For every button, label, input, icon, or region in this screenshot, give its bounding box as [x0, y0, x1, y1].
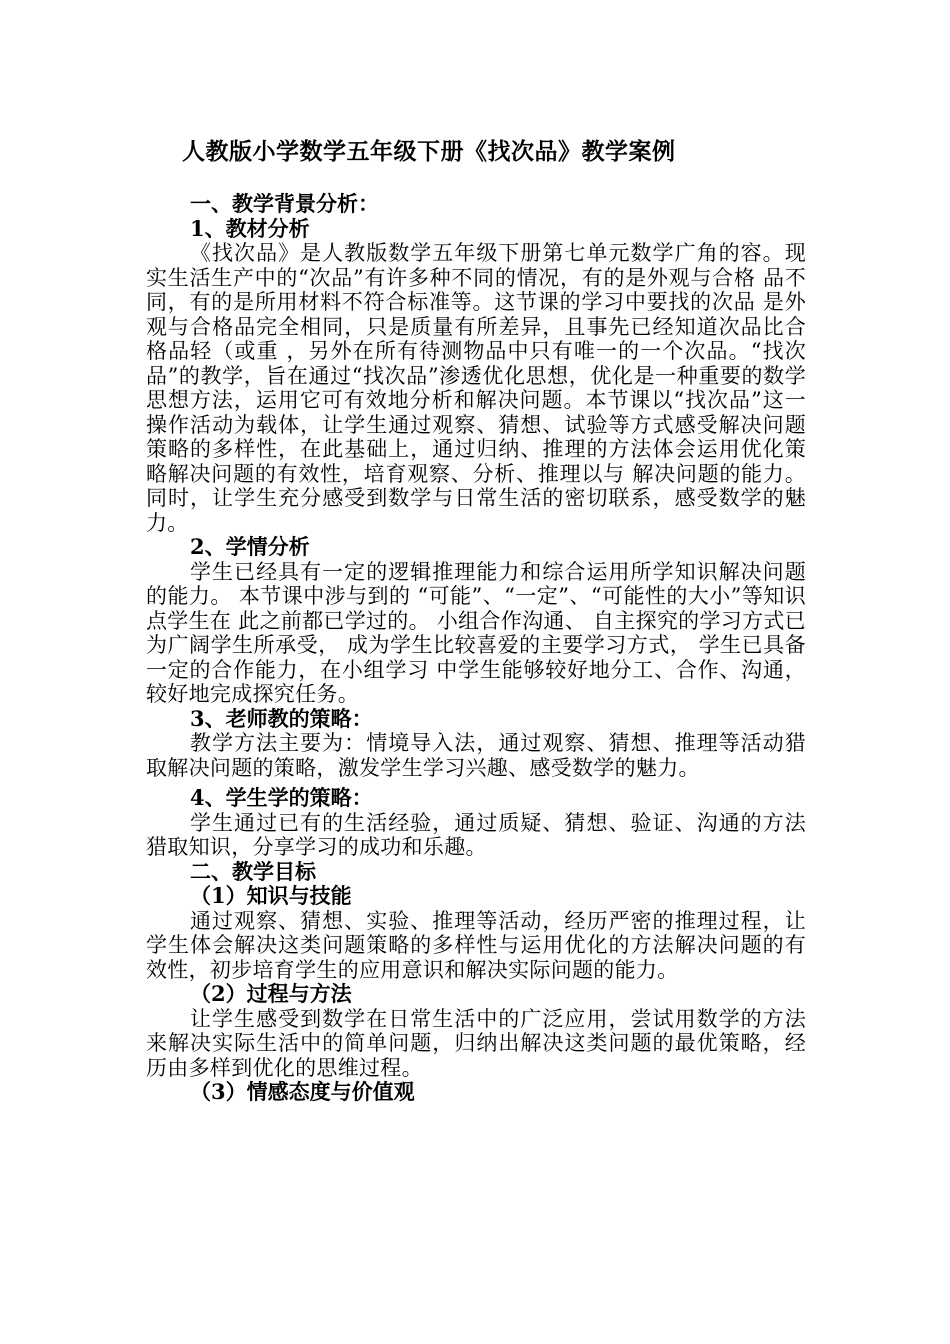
- section-heading: 4、学生学的策略：: [190, 785, 373, 810]
- document-page: [146, 132, 806, 1105]
- section-heading: 3、老师教的策略：: [190, 705, 373, 731]
- document-body: [146, 192, 806, 1105]
- paragraph: 通过观察、猜想、实验、推理等活动，经历严密的推理过程，让学生体会解决这类问题策略的多样性与运用优化的方法解决问题的有效性，初步培育学生的应用意识和解决实际问题的能力。: [146, 908, 806, 982]
- paragraph: 学生通过已有的生活经验，通过质疑、猜想、验证、沟通的方法猎取知识，分享学习的成功和乐趣。: [146, 810, 806, 859]
- paragraph: 让学生感受到数学在日常生活中的广泛应用，尝试用数学的方法来解决实际生活中的简单问题，归纳出解决这类问题的最优策略，经历由多样到优化的思维过程。: [146, 1006, 806, 1080]
- paragraph: 教学方法主要为：情境导入法，通过观察、猜想、推理等活动猎取解决问题的策略，激发学生学习兴趣、感受数学的魅力。: [146, 731, 806, 780]
- paragraph: 学生已经具有一定的逻辑推理能力和综合运用所学知识解决问题的能力。 本节课中涉与到的 “可能”、“一定”、“可能性的大小”等知识点学生在 此之前都已学过的。 小组合作沟通、 自主探究的学习方式已为广阔学生所承受， 成为学生比较喜爱的主要学习方式， 学生已具备一定的合作能力，在小组学习 中学生能够较好地分工、合作、沟通，较好地完成探究任务。: [146, 559, 806, 706]
- section-heading: 二、教学目标: [190, 858, 316, 884]
- section-heading: （2）过程与方法: [190, 981, 352, 1006]
- paragraph: 《找次品》是人教版数学五年级下册第七单元数学广角的容。现实生活生产中的“次品”有许多种不同的情况，有的是外观与合格 品不同，有的是所用材料不符合标准等。这节课的学习中要找的次品 是外观与合格品完全相同，只是质量有所差异，且事先已经知道次品比合格品轻（或重 ，另外在所有待测物品中只有唯一的一个次品。“找次品”的教学，旨在通过“找次品”渗透优化思想，优化是一种重要的数学思想方法，运用它可有效地分析和解决问题。本节课以“找次品”这一操作活动为载体，让学生通过观察、猜想、试验等方式感受解决问题策略的多样性，在此基础上，通过归纳、推理的方法体会运用优化策略解决问题的有效性，培育观察、分析、推理以与 解决问题的能力。同时，让学生充分感受到数学与日常生活的密切联系，感受数学的魅力。: [146, 241, 806, 535]
- section-heading: 2、学情分析: [190, 534, 310, 559]
- section-heading: 一、教学背景分析：: [190, 191, 379, 216]
- document-title: 人教版小学数学五年级下册《找次品》教学案例: [182, 138, 676, 165]
- section-heading: （3）情感态度与价值观: [190, 1079, 415, 1104]
- section-heading: （1）知识与技能: [190, 883, 352, 908]
- section-heading: 1、教材分析: [190, 215, 310, 241]
